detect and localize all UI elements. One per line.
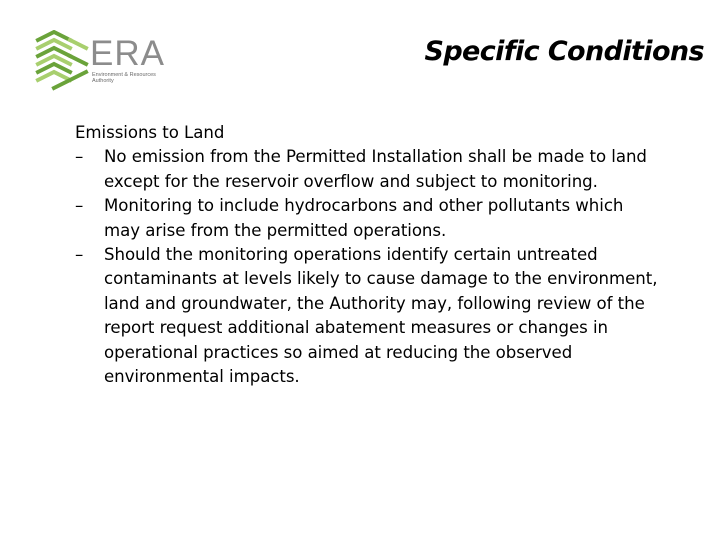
bullet-item — [75, 194, 664, 243]
era-logo — [34, 30, 164, 94]
bullet-item — [75, 145, 664, 194]
bullet-list — [75, 145, 675, 389]
bullet-text: Monitoring to include hydrocarbons and other pollutants which may arise from the permitted operations. — [104, 196, 624, 240]
logo-wordmark: ERA — [90, 34, 165, 73]
bullet-text: No emission from the Permitted Installation shall be made to land except for the reservoir overflow and subject to monitoring. — [104, 147, 647, 191]
slide-title: Specific Conditions — [424, 36, 704, 67]
bullet-dash: – — [75, 196, 84, 216]
bullet-item — [75, 243, 664, 389]
bullet-dash: – — [75, 245, 84, 265]
bullet-text: Should the monitoring operations identify certain untreated contaminants at levels likely to cause damage to the environment, land and groundwater, the Authority may, following review of the report request additional abatement measures or changes in operational practices so aimed at reducing the observed environmental impacts. — [104, 245, 658, 387]
logo-subtitle: Environment & Resources Authority — [92, 72, 156, 84]
bullet-dash: – — [75, 147, 84, 167]
section-heading: Emissions to Land — [75, 123, 225, 142]
era-leaf-icon — [34, 30, 94, 92]
slide-body — [75, 121, 675, 389]
